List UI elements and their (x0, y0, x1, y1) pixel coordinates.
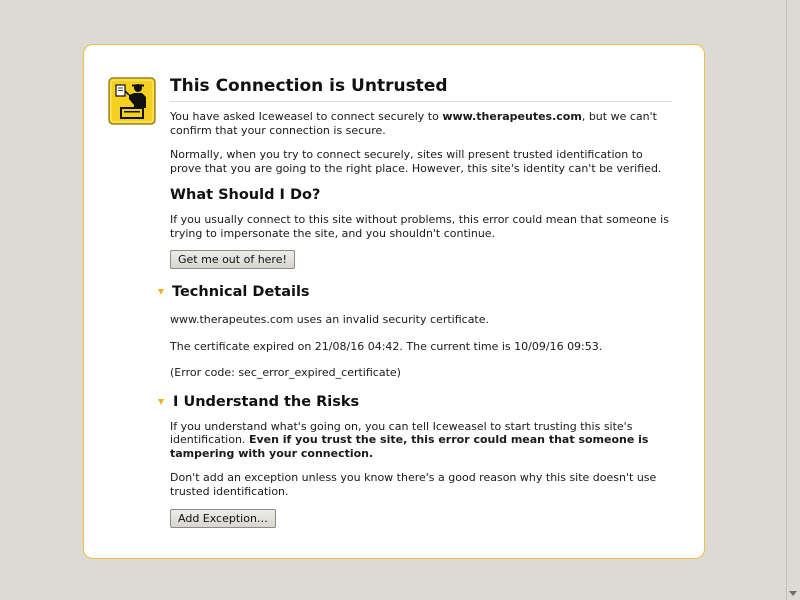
risks-text-bold: Even if you trust the site, this error could mean that someone is tampering with your connection. (170, 433, 649, 460)
error-content (170, 75, 672, 528)
scroll-down-arrow-icon[interactable] (789, 591, 797, 596)
risks-text (170, 420, 672, 461)
add-exception-button[interactable]: Add Exception… (170, 509, 276, 528)
what-should-i-do-heading: What Should I Do? (170, 187, 321, 203)
expanded-triangle-icon[interactable] (158, 399, 164, 405)
site-name: www.therapeutes.com (442, 110, 582, 123)
expanded-triangle-icon[interactable] (158, 289, 164, 295)
certificate-warning-icon (108, 77, 156, 125)
risks-heading[interactable]: I Understand the Risks (173, 393, 360, 410)
risks-expander[interactable] (170, 393, 672, 411)
risks-exception-advice: Don't add an exception unless you know there's a good reason why this site doesn't use trusted identification. (170, 471, 657, 498)
error-code: (Error code: sec_error_expired_certificate) (170, 366, 401, 379)
technical-details-heading[interactable]: Technical Details (172, 284, 310, 300)
vertical-scrollbar[interactable] (786, 0, 800, 600)
error-panel (83, 44, 705, 559)
technical-details-expander[interactable] (170, 283, 672, 301)
normal-explanation: Normally, when you try to connect securely, sites will present trusted identification to prove that you are going to the right place. However, this site's identity can't be verified. (170, 148, 662, 175)
technical-details-line2: The certificate expired on 21/08/16 04:42. The current time is 10/09/16 09:53. (170, 339, 603, 353)
page-title: This Connection is Untrusted (170, 75, 672, 102)
technical-details-line1: www.therapeutes.com uses an invalid security certificate. (170, 313, 490, 326)
risks-text-normal: If you understand what's going on, you can tell Iceweasel to start trusting this site's identification. (170, 419, 633, 446)
get-me-out-button[interactable]: Get me out of here! (170, 250, 295, 269)
what-should-i-do-text: If you usually connect to this site without problems, this error could mean that someone is trying to impersonate the site, and you shouldn't continue. (170, 213, 669, 240)
intro-text (170, 110, 672, 137)
intro-suffix: , but we can't confirm that your connection is secure. (170, 110, 657, 137)
intro-prefix: You have asked Iceweasel to connect securely to (170, 110, 443, 123)
